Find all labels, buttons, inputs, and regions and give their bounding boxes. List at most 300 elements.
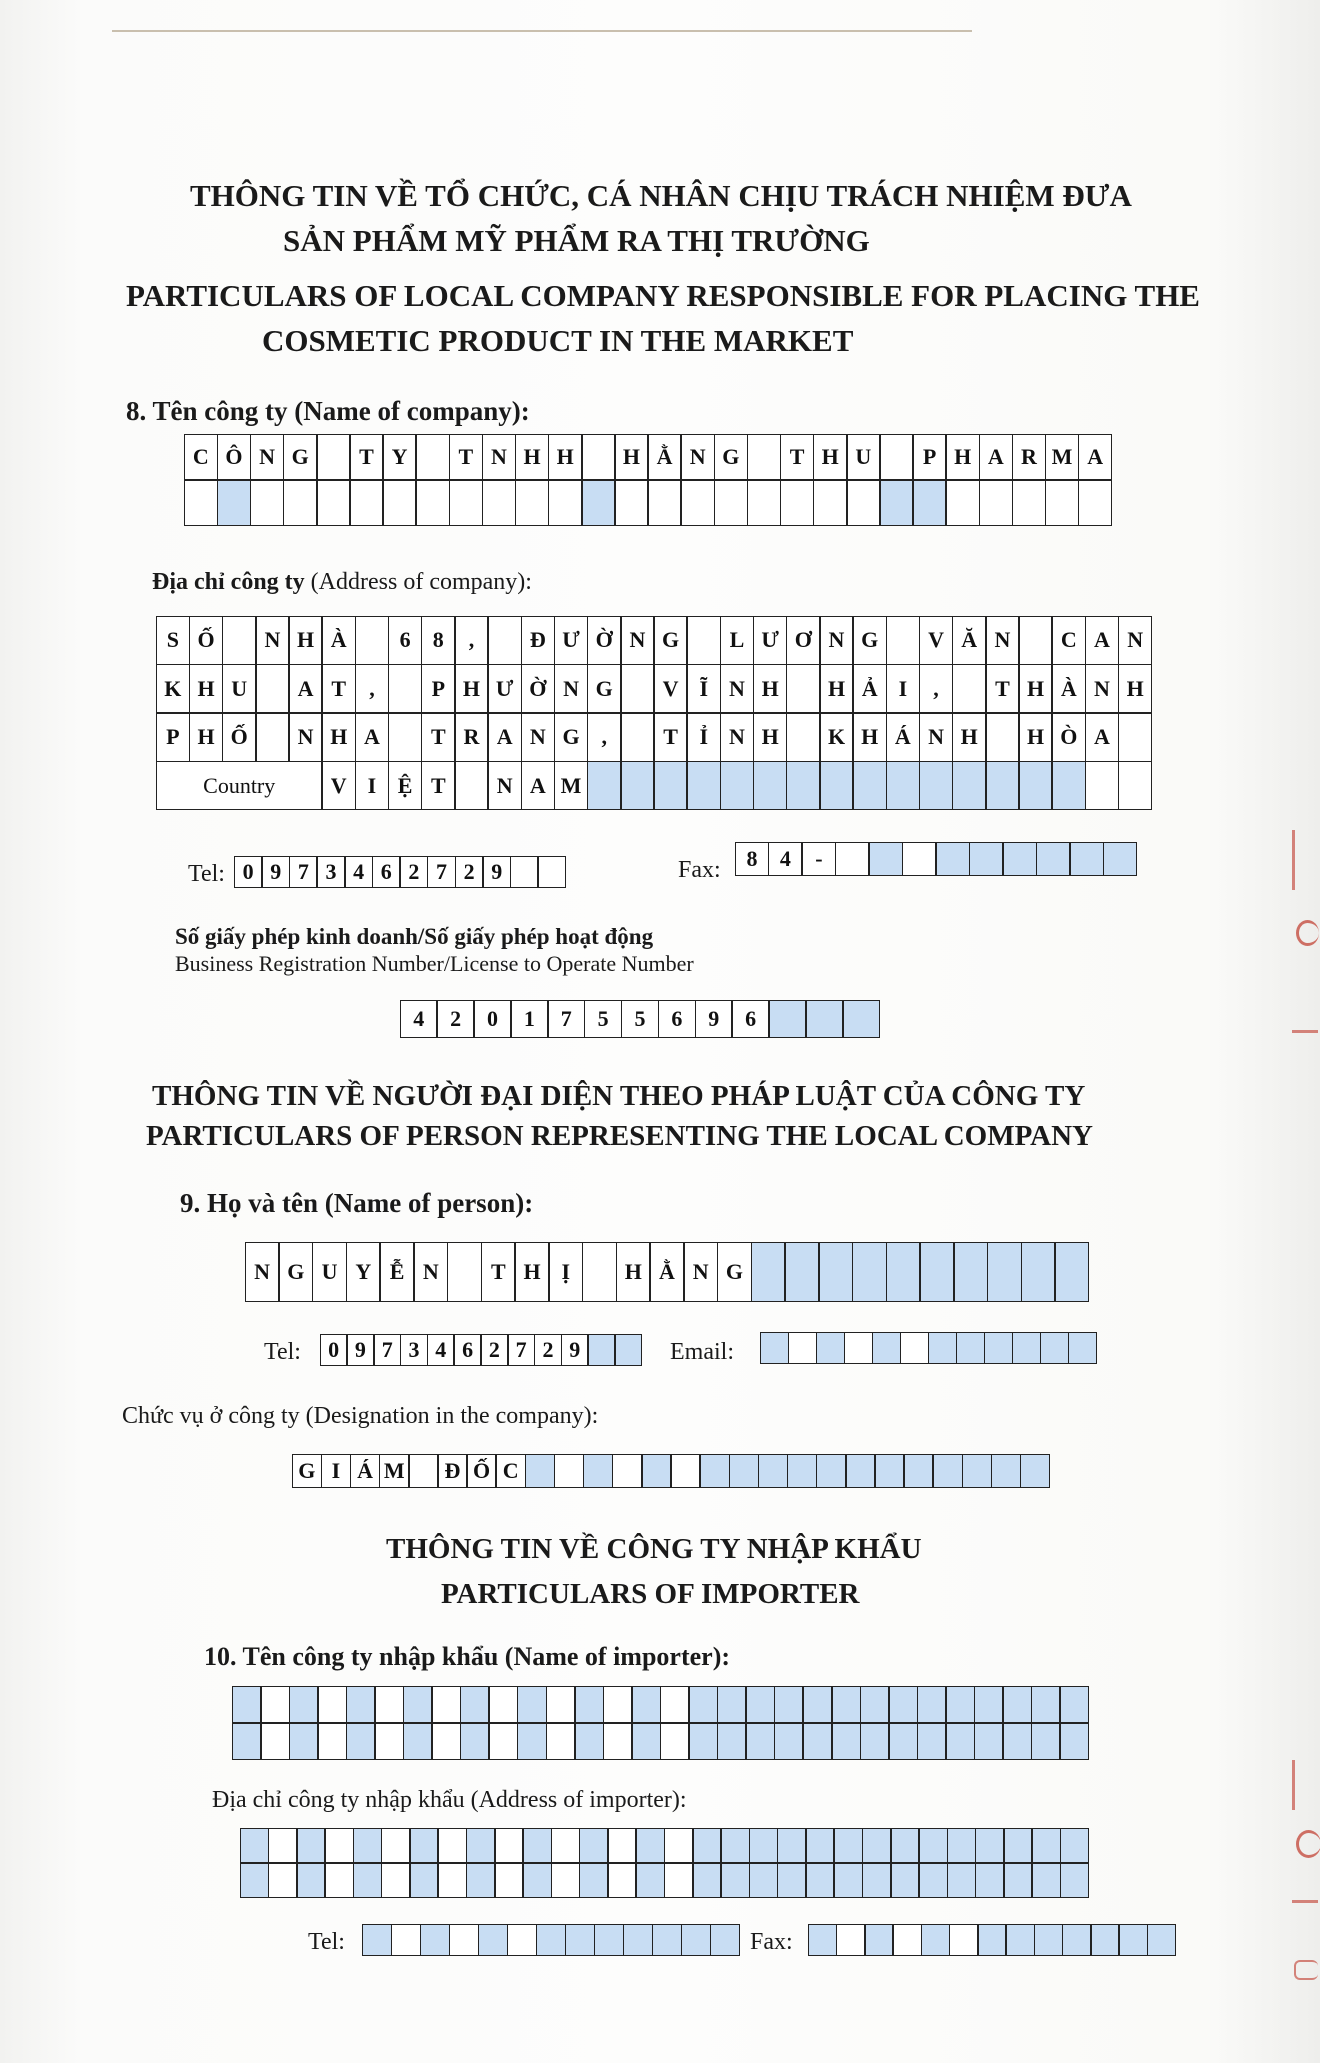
- char-box[interactable]: Ư: [555, 617, 587, 664]
- char-box[interactable]: [298, 1829, 325, 1862]
- char-box[interactable]: [439, 1829, 466, 1862]
- char-box[interactable]: [747, 1724, 774, 1759]
- char-box[interactable]: [583, 435, 615, 479]
- char-box[interactable]: [817, 1333, 844, 1363]
- char-box[interactable]: [682, 1925, 710, 1955]
- char-box[interactable]: S: [157, 617, 189, 664]
- char-box[interactable]: [1079, 481, 1111, 525]
- char-box[interactable]: Ố: [190, 617, 222, 664]
- char-box[interactable]: 0: [321, 1335, 346, 1365]
- char-box[interactable]: [604, 1687, 631, 1722]
- char-box[interactable]: [1046, 481, 1078, 525]
- char-box[interactable]: [524, 1829, 551, 1862]
- char-box[interactable]: [269, 1864, 296, 1897]
- char-box[interactable]: H: [1119, 665, 1151, 712]
- char-box[interactable]: C: [1053, 617, 1085, 664]
- char-box[interactable]: [257, 665, 289, 712]
- license-number-boxes[interactable]: [400, 1000, 880, 1038]
- importer-fax-boxes[interactable]: [808, 1924, 1176, 1956]
- char-box[interactable]: [450, 1925, 478, 1955]
- char-box[interactable]: [389, 714, 421, 761]
- char-box[interactable]: [241, 1864, 268, 1897]
- char-box[interactable]: [870, 843, 902, 875]
- char-box[interactable]: [1071, 843, 1103, 875]
- char-box[interactable]: [921, 1243, 953, 1301]
- char-box[interactable]: [694, 1829, 721, 1862]
- char-box[interactable]: [953, 665, 985, 712]
- char-box[interactable]: 6: [659, 1001, 694, 1037]
- char-box[interactable]: [980, 481, 1012, 525]
- char-box[interactable]: [580, 1829, 607, 1862]
- char-box[interactable]: [1004, 1687, 1031, 1722]
- char-box[interactable]: [863, 1829, 890, 1862]
- country-box[interactable]: [887, 762, 919, 809]
- char-box[interactable]: [778, 1829, 805, 1862]
- char-box[interactable]: [922, 1925, 949, 1955]
- char-box[interactable]: [461, 1687, 488, 1722]
- char-box[interactable]: U: [223, 665, 255, 712]
- char-box[interactable]: [404, 1687, 431, 1722]
- char-box[interactable]: [722, 1864, 749, 1897]
- country-box[interactable]: [721, 762, 753, 809]
- char-box[interactable]: H: [1020, 714, 1052, 761]
- char-box[interactable]: [1004, 843, 1036, 875]
- char-box[interactable]: [665, 1864, 692, 1897]
- char-box[interactable]: H: [190, 714, 222, 761]
- person-name-boxes[interactable]: [245, 1242, 1089, 1302]
- char-box[interactable]: 9: [263, 857, 289, 887]
- char-box[interactable]: G: [718, 1243, 750, 1301]
- country-box[interactable]: [821, 762, 853, 809]
- char-box[interactable]: [845, 1333, 872, 1363]
- char-box[interactable]: 7: [428, 857, 454, 887]
- char-box[interactable]: N: [257, 617, 289, 664]
- char-box[interactable]: [807, 1829, 834, 1862]
- char-box[interactable]: [881, 481, 913, 525]
- char-box[interactable]: H: [516, 435, 548, 479]
- char-box[interactable]: [892, 1829, 919, 1862]
- country-box[interactable]: [1020, 762, 1052, 809]
- char-box[interactable]: [262, 1687, 289, 1722]
- char-box[interactable]: [950, 1925, 977, 1955]
- char-box[interactable]: 4: [346, 857, 372, 887]
- char-box[interactable]: [752, 1243, 784, 1301]
- char-box[interactable]: [920, 1829, 947, 1862]
- char-box[interactable]: [770, 1001, 805, 1037]
- char-box[interactable]: [537, 1925, 565, 1955]
- char-box[interactable]: [555, 1455, 583, 1487]
- char-box[interactable]: [539, 857, 565, 887]
- char-box[interactable]: 0: [235, 857, 261, 887]
- char-box[interactable]: N: [522, 714, 554, 761]
- char-box[interactable]: [873, 1333, 900, 1363]
- country-box[interactable]: [754, 762, 786, 809]
- char-box[interactable]: K: [157, 665, 189, 712]
- country-box[interactable]: N: [489, 762, 521, 809]
- char-box[interactable]: [622, 665, 654, 712]
- char-box[interactable]: [326, 1829, 353, 1862]
- char-box[interactable]: G: [588, 665, 620, 712]
- country-box[interactable]: [622, 762, 654, 809]
- char-box[interactable]: [750, 1864, 777, 1897]
- char-box[interactable]: [376, 1724, 403, 1759]
- char-box[interactable]: [975, 1724, 1002, 1759]
- char-box[interactable]: [786, 1243, 818, 1301]
- char-box[interactable]: [576, 1687, 603, 1722]
- char-box[interactable]: 7: [290, 857, 316, 887]
- char-box[interactable]: [633, 1687, 660, 1722]
- char-box[interactable]: ,: [920, 665, 952, 712]
- char-box[interactable]: Đ: [522, 617, 554, 664]
- char-box[interactable]: [1104, 843, 1136, 875]
- char-box[interactable]: [661, 1724, 688, 1759]
- char-box[interactable]: [976, 1864, 1003, 1897]
- char-box[interactable]: [616, 481, 648, 525]
- char-box[interactable]: T: [655, 714, 687, 761]
- char-box[interactable]: [223, 617, 255, 664]
- char-box[interactable]: [583, 1243, 615, 1301]
- country-box[interactable]: [854, 762, 886, 809]
- char-box[interactable]: H: [616, 435, 648, 479]
- char-box[interactable]: [318, 481, 350, 525]
- char-box[interactable]: Ă: [953, 617, 985, 664]
- char-box[interactable]: [775, 1724, 802, 1759]
- char-box[interactable]: [661, 1687, 688, 1722]
- char-box[interactable]: ,: [456, 617, 488, 664]
- char-box[interactable]: 0: [475, 1001, 510, 1037]
- person-tel-boxes[interactable]: [320, 1334, 642, 1366]
- char-box[interactable]: [319, 1687, 346, 1722]
- char-box[interactable]: [1021, 1455, 1049, 1487]
- char-box[interactable]: T: [987, 665, 1019, 712]
- char-box[interactable]: L: [721, 617, 753, 664]
- char-box[interactable]: [496, 1864, 523, 1897]
- char-box[interactable]: [866, 1925, 893, 1955]
- char-box[interactable]: [382, 1829, 409, 1862]
- char-box[interactable]: H: [953, 714, 985, 761]
- country-box[interactable]: [456, 762, 488, 809]
- char-box[interactable]: [975, 1687, 1002, 1722]
- char-box[interactable]: [347, 1724, 374, 1759]
- char-box[interactable]: H: [754, 714, 786, 761]
- char-box[interactable]: [690, 1724, 717, 1759]
- char-box[interactable]: [688, 617, 720, 664]
- char-box[interactable]: [1061, 1829, 1088, 1862]
- char-box[interactable]: [595, 1925, 623, 1955]
- char-box[interactable]: A: [290, 665, 322, 712]
- char-box[interactable]: I: [322, 1455, 350, 1487]
- char-box[interactable]: [814, 481, 846, 525]
- char-box[interactable]: [410, 1455, 438, 1487]
- char-box[interactable]: [389, 665, 421, 712]
- char-box[interactable]: R: [456, 714, 488, 761]
- char-box[interactable]: Ố: [223, 714, 255, 761]
- char-box[interactable]: Y: [384, 435, 416, 479]
- company-address-boxes[interactable]: [156, 616, 1152, 810]
- char-box[interactable]: [461, 1724, 488, 1759]
- char-box[interactable]: [489, 617, 521, 664]
- char-box[interactable]: [672, 1455, 700, 1487]
- char-box[interactable]: 8: [422, 617, 454, 664]
- char-box[interactable]: ,: [588, 714, 620, 761]
- char-box[interactable]: 7: [375, 1335, 400, 1365]
- char-box[interactable]: [1007, 1925, 1034, 1955]
- char-box[interactable]: [1041, 1333, 1068, 1363]
- country-box[interactable]: [1119, 762, 1151, 809]
- char-box[interactable]: [887, 1243, 919, 1301]
- country-box[interactable]: T: [422, 762, 454, 809]
- char-box[interactable]: 9: [348, 1335, 373, 1365]
- char-box[interactable]: ,: [356, 665, 388, 712]
- char-box[interactable]: [347, 1687, 374, 1722]
- country-box[interactable]: [688, 762, 720, 809]
- char-box[interactable]: [948, 1864, 975, 1897]
- char-box[interactable]: [881, 435, 913, 479]
- char-box[interactable]: [1032, 1724, 1059, 1759]
- char-box[interactable]: [526, 1455, 554, 1487]
- char-box[interactable]: [1032, 1687, 1059, 1722]
- char-box[interactable]: [363, 1925, 391, 1955]
- country-box[interactable]: I: [356, 762, 388, 809]
- char-box[interactable]: Ờ: [522, 665, 554, 712]
- char-box[interactable]: [1061, 1724, 1088, 1759]
- char-box[interactable]: H: [323, 714, 355, 761]
- char-box[interactable]: [665, 1829, 692, 1862]
- char-box[interactable]: [483, 481, 515, 525]
- char-box[interactable]: N: [821, 617, 853, 664]
- char-box[interactable]: [1005, 1829, 1032, 1862]
- char-box[interactable]: [781, 481, 813, 525]
- char-box[interactable]: [384, 481, 416, 525]
- country-box[interactable]: M: [555, 762, 587, 809]
- char-box[interactable]: H: [1020, 665, 1052, 712]
- char-box[interactable]: [552, 1864, 579, 1897]
- char-box[interactable]: [518, 1724, 545, 1759]
- char-box[interactable]: Y: [347, 1243, 379, 1301]
- char-box[interactable]: G: [280, 1243, 312, 1301]
- country-box[interactable]: [1053, 762, 1085, 809]
- char-box[interactable]: [761, 1333, 788, 1363]
- char-box[interactable]: [1033, 1864, 1060, 1897]
- char-box[interactable]: 6: [733, 1001, 768, 1037]
- char-box[interactable]: [319, 1724, 346, 1759]
- char-box[interactable]: R: [1013, 435, 1045, 479]
- char-box[interactable]: [624, 1925, 652, 1955]
- char-box[interactable]: [987, 714, 1019, 761]
- char-box[interactable]: [788, 1455, 816, 1487]
- char-box[interactable]: [241, 1829, 268, 1862]
- char-box[interactable]: H: [190, 665, 222, 712]
- char-box[interactable]: [290, 1687, 317, 1722]
- char-box[interactable]: [566, 1925, 594, 1955]
- char-box[interactable]: [905, 1455, 933, 1487]
- country-box[interactable]: A: [522, 762, 554, 809]
- char-box[interactable]: P: [157, 714, 189, 761]
- char-box[interactable]: [787, 665, 819, 712]
- country-box[interactable]: Ệ: [389, 762, 421, 809]
- char-box[interactable]: H: [754, 665, 786, 712]
- char-box[interactable]: [433, 1687, 460, 1722]
- char-box[interactable]: T: [323, 665, 355, 712]
- char-box[interactable]: [809, 1925, 836, 1955]
- char-box[interactable]: [901, 1333, 928, 1363]
- char-box[interactable]: [833, 1687, 860, 1722]
- char-box[interactable]: M: [380, 1455, 408, 1487]
- char-box[interactable]: U: [313, 1243, 345, 1301]
- char-box[interactable]: 3: [401, 1335, 426, 1365]
- char-box[interactable]: [833, 1724, 860, 1759]
- char-box[interactable]: [988, 1243, 1020, 1301]
- char-box[interactable]: [892, 1864, 919, 1897]
- char-box[interactable]: N: [1119, 617, 1151, 664]
- char-box[interactable]: [963, 1455, 991, 1487]
- char-box[interactable]: N: [1086, 665, 1118, 712]
- char-box[interactable]: H: [814, 435, 846, 479]
- char-box[interactable]: [992, 1455, 1020, 1487]
- char-box[interactable]: 6: [389, 617, 421, 664]
- char-box[interactable]: Ằ: [651, 1243, 683, 1301]
- char-box[interactable]: [467, 1864, 494, 1897]
- char-box[interactable]: [649, 481, 681, 525]
- char-box[interactable]: H: [821, 665, 853, 712]
- char-box[interactable]: [1119, 714, 1151, 761]
- char-box[interactable]: [354, 1864, 381, 1897]
- char-box[interactable]: 6: [373, 857, 399, 887]
- char-box[interactable]: [844, 1001, 879, 1037]
- char-box[interactable]: [490, 1687, 517, 1722]
- char-box[interactable]: [914, 481, 946, 525]
- char-box[interactable]: [233, 1724, 260, 1759]
- char-box[interactable]: T: [482, 1243, 514, 1301]
- country-box[interactable]: [1086, 762, 1118, 809]
- char-box[interactable]: 2: [401, 857, 427, 887]
- char-box[interactable]: [284, 481, 316, 525]
- char-box[interactable]: A: [980, 435, 1012, 479]
- char-box[interactable]: Ố: [468, 1455, 496, 1487]
- char-box[interactable]: [835, 1829, 862, 1862]
- char-box[interactable]: [604, 1724, 631, 1759]
- char-box[interactable]: N: [483, 435, 515, 479]
- char-box[interactable]: C: [497, 1455, 525, 1487]
- char-box[interactable]: [508, 1925, 536, 1955]
- char-box[interactable]: N: [721, 665, 753, 712]
- char-box[interactable]: 9: [696, 1001, 731, 1037]
- char-box[interactable]: [863, 1864, 890, 1897]
- char-box[interactable]: [853, 1243, 885, 1301]
- char-box[interactable]: N: [415, 1243, 447, 1301]
- char-box[interactable]: A: [489, 714, 521, 761]
- char-box[interactable]: 9: [484, 857, 510, 887]
- char-box[interactable]: [876, 1455, 904, 1487]
- char-box[interactable]: G: [555, 714, 587, 761]
- country-box[interactable]: [920, 762, 952, 809]
- char-box[interactable]: [643, 1455, 671, 1487]
- char-box[interactable]: [524, 1864, 551, 1897]
- char-box[interactable]: [549, 481, 581, 525]
- char-box[interactable]: [1004, 1724, 1031, 1759]
- char-box[interactable]: T: [781, 435, 813, 479]
- char-box[interactable]: [789, 1333, 816, 1363]
- char-box[interactable]: [233, 1687, 260, 1722]
- char-box[interactable]: 1: [512, 1001, 547, 1037]
- char-box[interactable]: A: [1079, 435, 1111, 479]
- company-name-boxes[interactable]: [184, 434, 1112, 526]
- char-box[interactable]: A: [1086, 714, 1118, 761]
- char-box[interactable]: [1033, 1829, 1060, 1862]
- char-box[interactable]: [787, 714, 819, 761]
- char-box[interactable]: Ỉ: [688, 714, 720, 761]
- char-box[interactable]: [1148, 1925, 1175, 1955]
- char-box[interactable]: [759, 1455, 787, 1487]
- char-box[interactable]: -: [803, 843, 835, 875]
- char-box[interactable]: H: [947, 435, 979, 479]
- char-box[interactable]: 7: [509, 1335, 534, 1365]
- char-box[interactable]: [747, 1687, 774, 1722]
- company-fax-boxes[interactable]: [735, 842, 1137, 876]
- char-box[interactable]: [382, 1864, 409, 1897]
- char-box[interactable]: [421, 1925, 449, 1955]
- char-box[interactable]: [318, 435, 350, 479]
- char-box[interactable]: [1022, 1243, 1054, 1301]
- char-box[interactable]: [894, 1925, 921, 1955]
- char-box[interactable]: [918, 1687, 945, 1722]
- char-box[interactable]: V: [655, 665, 687, 712]
- char-box[interactable]: [547, 1724, 574, 1759]
- char-box[interactable]: [251, 481, 283, 525]
- char-box[interactable]: H: [854, 714, 886, 761]
- char-box[interactable]: 3: [318, 857, 344, 887]
- char-box[interactable]: [479, 1925, 507, 1955]
- char-box[interactable]: Ư: [754, 617, 786, 664]
- char-box[interactable]: [511, 857, 537, 887]
- char-box[interactable]: N: [682, 435, 714, 479]
- char-box[interactable]: [1013, 481, 1045, 525]
- char-box[interactable]: [439, 1864, 466, 1897]
- char-box[interactable]: [616, 1335, 641, 1365]
- char-box[interactable]: Đ: [439, 1455, 467, 1487]
- char-box[interactable]: [957, 1333, 984, 1363]
- char-box[interactable]: [750, 1829, 777, 1862]
- char-box[interactable]: [722, 1829, 749, 1862]
- char-box[interactable]: [637, 1864, 664, 1897]
- country-box[interactable]: [787, 762, 819, 809]
- char-box[interactable]: [326, 1864, 353, 1897]
- char-box[interactable]: [682, 481, 714, 525]
- char-box[interactable]: [609, 1829, 636, 1862]
- country-box[interactable]: [588, 762, 620, 809]
- char-box[interactable]: [947, 1724, 974, 1759]
- char-box[interactable]: [817, 1455, 845, 1487]
- char-box[interactable]: N: [555, 665, 587, 712]
- char-box[interactable]: 4: [769, 843, 801, 875]
- char-box[interactable]: [1092, 1925, 1119, 1955]
- char-box[interactable]: [1063, 1925, 1090, 1955]
- char-box[interactable]: A: [1086, 617, 1118, 664]
- char-box[interactable]: P: [422, 665, 454, 712]
- char-box[interactable]: [1120, 1925, 1147, 1955]
- char-box[interactable]: [433, 1724, 460, 1759]
- char-box[interactable]: 7: [549, 1001, 584, 1037]
- char-box[interactable]: [847, 1455, 875, 1487]
- char-box[interactable]: [937, 843, 969, 875]
- char-box[interactable]: [820, 1243, 852, 1301]
- country-box[interactable]: V: [323, 762, 355, 809]
- char-box[interactable]: [1020, 617, 1052, 664]
- char-box[interactable]: [887, 617, 919, 664]
- char-box[interactable]: T: [351, 435, 383, 479]
- char-box[interactable]: [637, 1829, 664, 1862]
- char-box[interactable]: [609, 1864, 636, 1897]
